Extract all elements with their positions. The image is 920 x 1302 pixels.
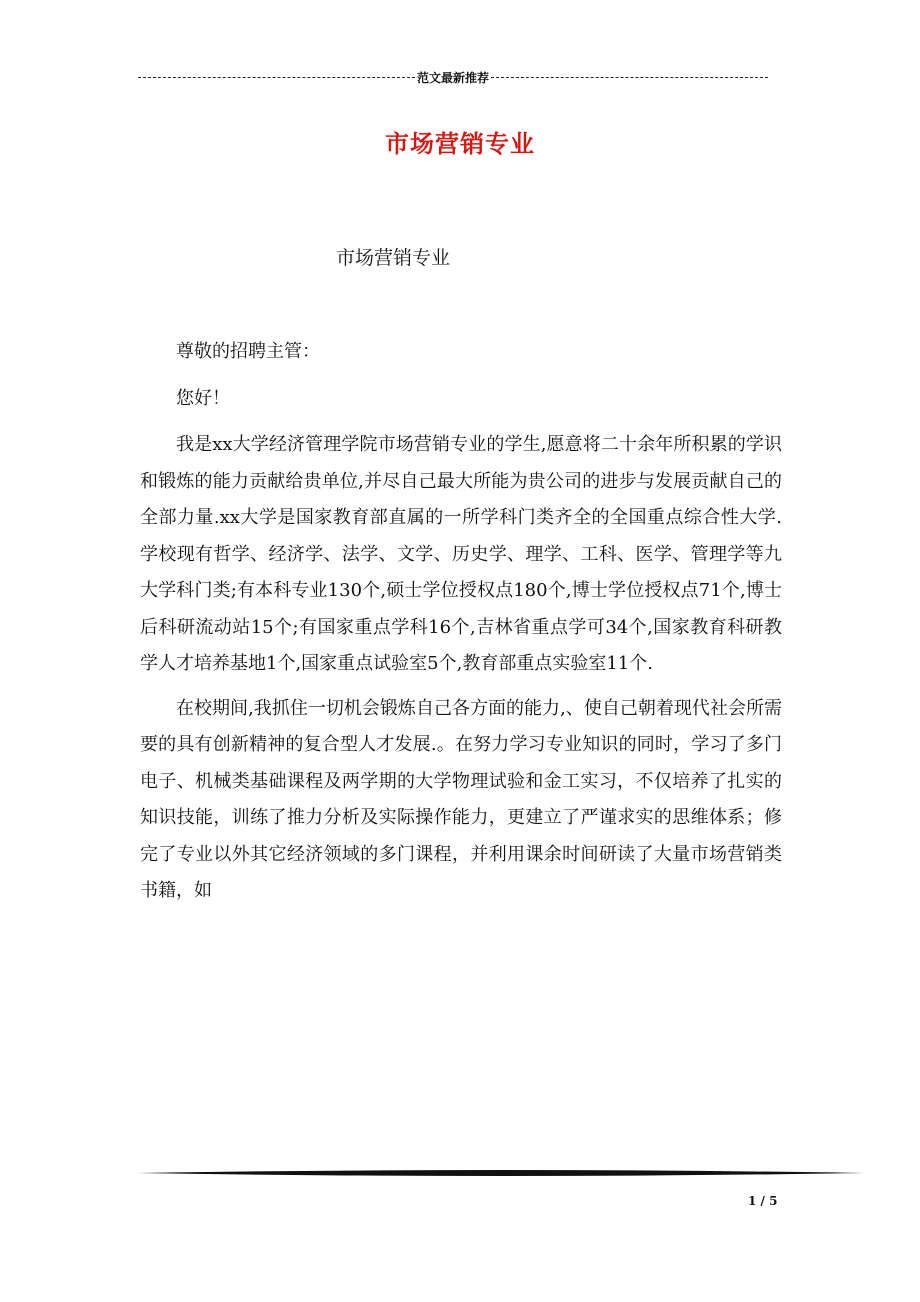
greeting: 您好！ xyxy=(176,387,230,409)
body-paragraph-1: 我是xx大学经济管理学院市场营销专业的学生,愿意将二十余年所积累的学识和锻炼的能力贡献给贵单位,并尽自己最大所能为贵公司的进步与发展贡献自己的全部力量.xx大学是国家教育部直属的一所学科门类齐全的全国重点综合性大学.学校现有哲学、经济学、法学、文学、历史学、理学、工科、医学、管理学等九大学科门类;有本科专业130个,硕士学位授权点180个,博士学位授权点71个,博士后科研流动站15个;有国家重点学科16个,吉林省重点学可34个,国家教育科研教学人才培养基地1个,国家重点试验室5个,教育部重点实验室11个. xyxy=(140,434,782,674)
document-title: 市场营销专业 xyxy=(385,130,535,158)
header-dash-left xyxy=(138,77,415,78)
document-subtitle: 市场营销专业 xyxy=(336,247,451,269)
footer-rule xyxy=(138,1168,864,1178)
salutation: 尊敬的招聘主管： xyxy=(176,341,320,362)
body-paragraph-2: 在校期间,我抓住一切机会锻炼自己各方面的能力,、使自己朝着现代社会所需要的具有创新精神的复合型人才发展.。在努力学习专业知识的同时，学习了多门电子、机械类基础课程及两学期的大学物理试验和金工实习，不仅培养了扎实的知识技能，训练了推力分析及实际操作能力，更建立了严谨求实的思维体系；修完了专业以外其它经济领域的多门课程，并利用课余时间研读了大量市场营销类书籍，如 xyxy=(140,697,782,901)
page-number: 1 / 5 xyxy=(748,1194,778,1208)
document-body xyxy=(140,334,782,910)
header-dash-right xyxy=(491,77,768,78)
page-header xyxy=(138,68,768,86)
header-label: 范文最新推荐 xyxy=(417,70,490,85)
